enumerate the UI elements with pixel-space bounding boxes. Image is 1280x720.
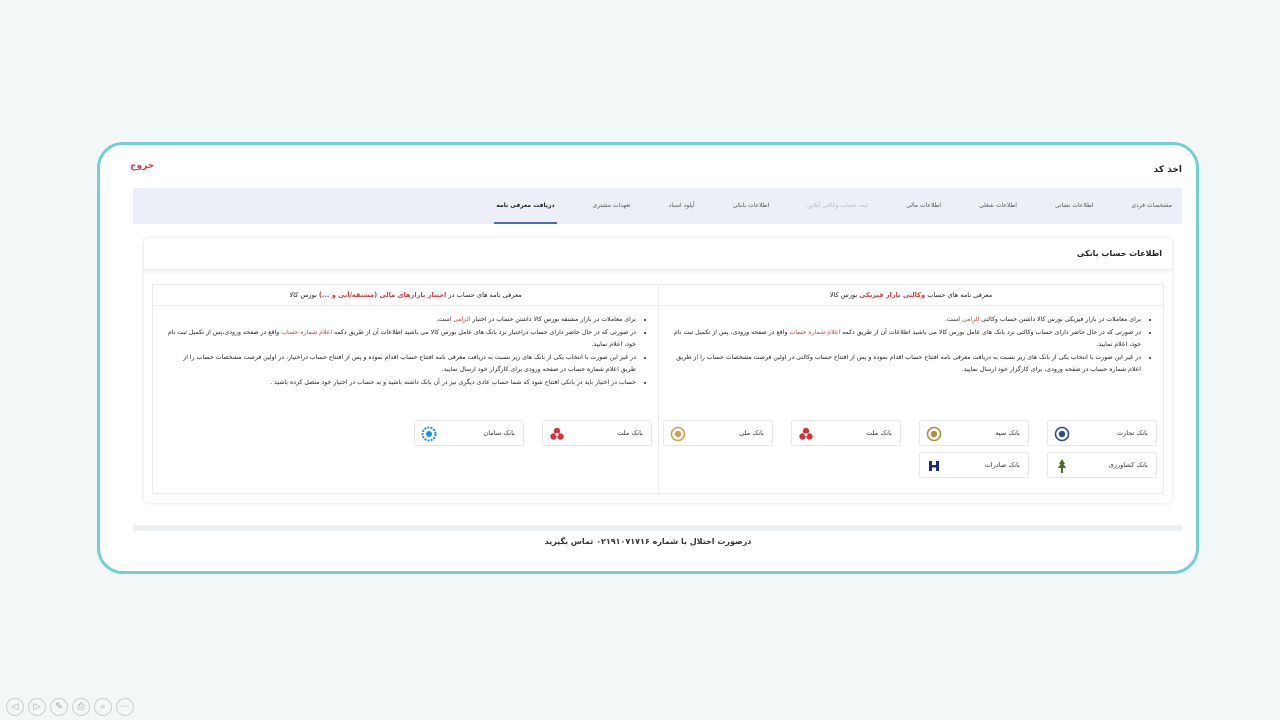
title-prefix: معرفی نامه های حساب در xyxy=(446,291,522,299)
rule-text: است. xyxy=(945,316,962,323)
rule-text: برای معاملات در بازار مشتقه بورس کالا داشتن حساب در اختیار xyxy=(470,316,636,323)
bank-buttons xyxy=(665,420,1157,478)
rule-highlight: الزامی xyxy=(453,316,471,323)
rule-item xyxy=(673,314,1141,327)
rule-item xyxy=(673,327,1141,352)
tab-4: ثبت حساب وکالتی آنلاین xyxy=(807,202,869,209)
bank-button[interactable] xyxy=(919,452,1029,478)
tab-5[interactable]: اطلاعات بانکی xyxy=(732,202,770,209)
bank-button[interactable] xyxy=(791,420,901,446)
zoom-icon[interactable]: ⌕ xyxy=(94,698,112,716)
tab-6[interactable]: آپلود اسناد xyxy=(668,202,695,209)
rule-text: برای معاملات در بازار فیزیکی بورس کالا داشتن حساب وکالتی xyxy=(979,316,1141,323)
rule-item xyxy=(167,314,636,327)
bank-button[interactable] xyxy=(1047,452,1157,478)
card-header xyxy=(144,238,1172,270)
bank-buttons xyxy=(159,420,652,446)
tab-2[interactable]: اطلاعات شغلی xyxy=(979,202,1017,209)
tab-8[interactable]: دریافت معرفی نامه xyxy=(496,188,554,224)
rule-item xyxy=(167,327,636,352)
bank-name: بانک کشاورزی xyxy=(1108,461,1148,469)
saderat-logo-icon xyxy=(926,458,942,474)
rule-text: واقع در صفحه ورودی،پس از تکمیل ثبت نام خود، اعلام نمایید. xyxy=(167,328,636,349)
mellat-logo-icon xyxy=(798,426,814,442)
footer-divider xyxy=(133,525,1182,531)
top-bar xyxy=(130,159,1182,189)
rules-list xyxy=(659,306,1163,377)
prev-icon[interactable]: ◁ xyxy=(6,698,24,716)
bank-name: بانک ملت xyxy=(866,429,892,437)
rule-item xyxy=(673,352,1141,377)
saman-logo-icon xyxy=(421,426,437,442)
title-highlight: اختیار بازارهای مالی (مشتقه/آتی و ...) xyxy=(318,291,447,299)
step-tabs xyxy=(133,188,1182,224)
tab-1[interactable]: اطلاعات نشانی xyxy=(1054,202,1094,209)
support-footer: درصورت اختلال با شماره ۰۲۱۹۱۰۷۱۷۱۶ تماس بگیرید xyxy=(544,537,752,546)
rule-text: است. xyxy=(436,316,454,323)
tejarat-logo-icon xyxy=(1054,426,1070,442)
columns xyxy=(152,284,1164,494)
viewer-controls xyxy=(6,698,134,716)
rule-text: در غیر این صورت با انتخاب یکی از بانک های زیر نسبت به دریافت معرفی نامه افتتاح حساب اقدام نموده و پس از افتتاح حساب وکالتی در اولین فرصت مشخصات حساب را از طریق اعلام شماره حساب در صفحه ورودی، برای کارگزار خود ارسال نمایید. xyxy=(676,353,1141,374)
bank-button[interactable] xyxy=(542,420,652,446)
rule-highlight: اعلام شماره حساب xyxy=(789,328,841,336)
tab-7[interactable]: تعهدات مشتری xyxy=(592,202,631,209)
bank-info-card xyxy=(144,238,1172,503)
rule-item xyxy=(167,352,636,377)
app-frame xyxy=(97,142,1199,574)
draw-icon[interactable]: ✎ xyxy=(50,698,68,716)
bank-name: بانک ملی xyxy=(739,429,764,437)
physical-market-column xyxy=(658,284,1164,494)
title-suffix: بورس کالا xyxy=(289,291,319,299)
bank-button[interactable] xyxy=(663,420,773,446)
page-title: اخذ کد xyxy=(1153,165,1182,175)
tab-0[interactable]: مشخصات فردی xyxy=(1131,202,1172,209)
rules-list xyxy=(153,306,658,390)
bank-button[interactable] xyxy=(1047,420,1157,446)
title-highlight: وکالتی بازار فیزیکی xyxy=(859,291,926,299)
column-title xyxy=(153,285,658,306)
card-title: اطلاعات حساب بانکی xyxy=(1076,249,1162,258)
rule-highlight: الزامی xyxy=(961,316,980,323)
financial-market-column xyxy=(152,284,658,494)
keshavarzi-logo-icon xyxy=(1054,458,1070,474)
rule-text: در صورتی که در حال حاضر دارای حساب دراختیار نزد بانک های عامل بورس کالا می باشید اطلاعات آن از طریق دکمه xyxy=(332,328,636,336)
tab-3[interactable]: اطلاعات مالی xyxy=(906,202,941,209)
rule-text: در غیر این صورت با انتخاب یکی از بانک های زیر نسبت به دریافت معرفی نامه افتتاح حساب اقدام نموده و پس از افتتاح حساب دراختیار، در اولین فرصت مشخصات حساب را از طریق اعلام شماره حساب در صفحه ورودی برای کارگزار خود ارسال نمایید. xyxy=(183,353,636,374)
rule-item xyxy=(167,377,636,390)
exit-link[interactable]: خروج xyxy=(130,161,155,171)
bank-button[interactable] xyxy=(919,420,1029,446)
title-suffix: بورس کالا xyxy=(829,291,860,299)
bank-name: بانک سپه xyxy=(995,429,1020,437)
column-title xyxy=(659,285,1163,306)
bank-name: بانک تجارت xyxy=(1116,429,1148,437)
bank-name: بانک ملت xyxy=(617,429,643,437)
sepah-logo-icon xyxy=(926,426,942,442)
next-icon[interactable]: ▷ xyxy=(28,698,46,716)
more-icon[interactable]: ⋯ xyxy=(116,698,134,716)
bank-name: بانک سامان xyxy=(483,429,515,437)
print-icon[interactable]: ⎙ xyxy=(72,698,90,716)
bank-button[interactable] xyxy=(414,420,524,446)
melli-logo-icon xyxy=(670,426,686,442)
title-prefix: معرفی نامه های حساب xyxy=(925,291,993,299)
rule-text: واقع در صفحه ورودی، پس از تکمیل ثبت نام خود، اعلام نمایید. xyxy=(674,328,1141,349)
bank-name: بانک صادرات xyxy=(984,461,1020,469)
mellat-logo-icon xyxy=(549,426,565,442)
rule-text: حساب در اختیار باید در بانکی افتتاح شود که شما حساب عادی دیگری نیز در آن بانک داشته باشید و به حساب در اختیار خود متصل کرده باشید . xyxy=(270,378,636,386)
rule-highlight: اعلام شماره حساب xyxy=(281,328,333,336)
rule-text: در صورتی که در حال حاضر دارای حساب وکالتی نزد بانک های عامل بورس کالا می باشید اطلاعات آن از طریق دکمه xyxy=(840,328,1141,336)
